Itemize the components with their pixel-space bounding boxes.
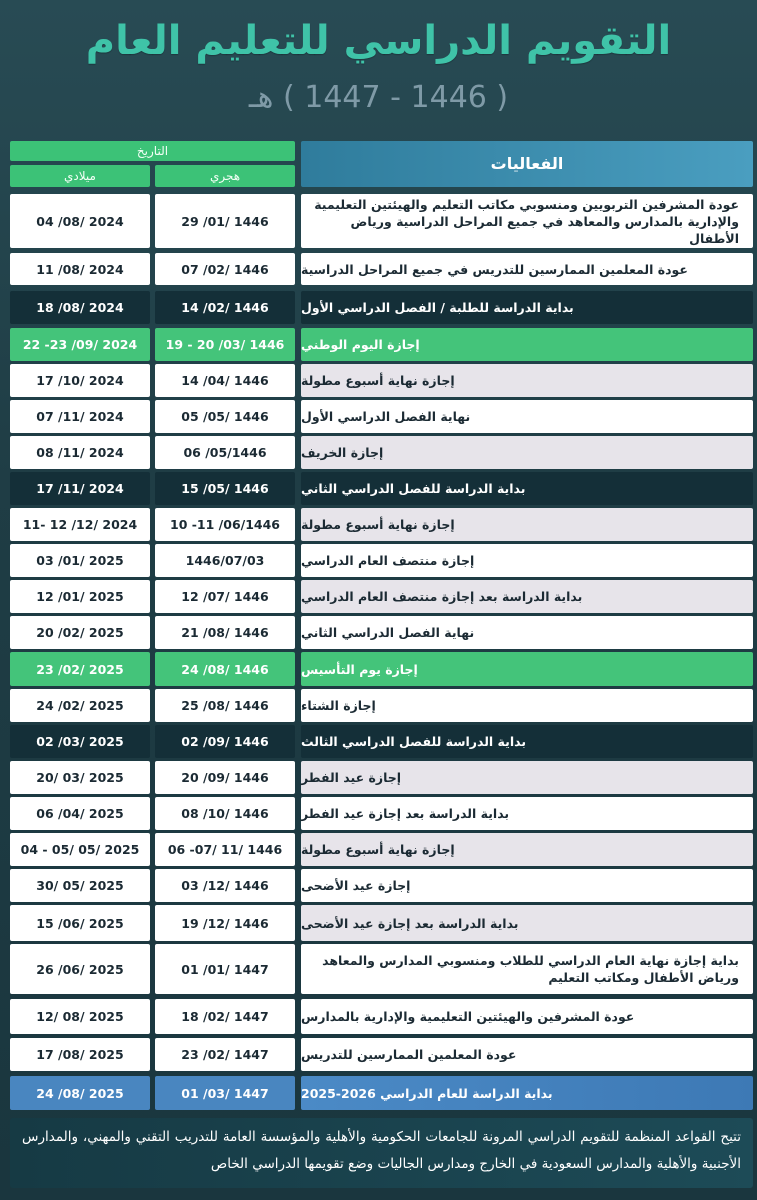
header-date: التاريخ [10,141,295,161]
gregorian-date: 26 /06/ 2025 [10,944,150,994]
table-row [10,544,753,577]
gregorian-date: 06 /04/ 2025 [10,797,150,830]
hijri-date: 03 /12/ 1446 [155,869,295,902]
table-row [10,400,753,433]
table-row [10,291,753,324]
gregorian-date: 18 /08/ 2024 [10,291,150,324]
event-name: بداية الدراسة بعد إجازة عيد الفطر [301,797,753,830]
event-name: إجازة الشتاء [301,689,753,722]
event-name: بداية الدراسة للطلبة / الفصل الدراسي الأول [301,291,753,324]
hijri-date: 01 /01/ 1447 [155,944,295,994]
event-name: عودة المعلمين الممارسين للتدريس في جميع المراحل الدراسية [301,253,753,285]
table-row [10,1076,753,1110]
event-name: إجازة الخريف [301,436,753,469]
hijri-date: 06 -07/ 11/ 1446 [155,833,295,866]
hijri-date: 1446/07/03 [155,544,295,577]
table-row [10,905,753,941]
event-name: عودة المعلمين الممارسين للتدريس [301,1038,753,1071]
gregorian-date: 07 /11/ 2024 [10,400,150,433]
gregorian-date: 11- 12 /12/ 2024 [10,508,150,541]
event-text: عودة المشرفين التربويين ومنسوبي مكاتب التعليم والهيئتين التعليمية والإدارية بالمدارس والمعاهد في جميع المراحل الدراسية ورياض الأطفال [314,196,739,246]
hijri-date: 15 /05/ 1446 [155,472,295,505]
event-name: بداية الدراسة بعد إجازة عيد الأضحى [301,905,753,941]
gregorian-date: 02 /03/ 2025 [10,725,150,758]
table-row [10,689,753,722]
table-row [10,1038,753,1071]
footer-note: تتيح القواعد المنظمة للتقويم الدراسي المرونة للجامعات الحكومية والأهلية والمؤسسة العامة للتدريب التقني والمهني، والمدارس الأجنبية والأهلية والمدارس السعودية في الخارج ومدارس الجاليات وضع تقويمها الدراسي الخاص [10,1118,753,1188]
event-name: إجازة نهاية أسبوع مطولة [301,508,753,541]
table-row [10,328,753,361]
hijri-date: 21 /08/ 1446 [155,616,295,649]
table-row [10,253,753,285]
table-row [10,436,753,469]
hijri-date: 14 /02/ 1446 [155,291,295,324]
table-row [10,472,753,505]
gregorian-date: 04 - 05/ 05/ 2025 [10,833,150,866]
hijri-date: 19 /12/ 1446 [155,905,295,941]
gregorian-date: 24 /02/ 2025 [10,689,150,722]
gregorian-date: 08 /11/ 2024 [10,436,150,469]
event-name: إجازة يوم التأسيس [301,652,753,686]
gregorian-date: 20 /02/ 2025 [10,616,150,649]
hijri-date: 25 /08/ 1446 [155,689,295,722]
hijri-date: 02 /09/ 1446 [155,725,295,758]
gregorian-date: 17 /10/ 2024 [10,364,150,397]
table-row [10,508,753,541]
hijri-date: 20 /09/ 1446 [155,761,295,794]
header-events: الفعاليات [301,141,753,187]
event-name: نهاية الفصل الدراسي الثاني [301,616,753,649]
table-row [10,999,753,1034]
gregorian-date: 12/ 08/ 2025 [10,999,150,1034]
event-name: نهاية الفصل الدراسي الأول [301,400,753,433]
event-name: إجازة عيد الأضحى [301,869,753,902]
hijri-date: 12 /07/ 1446 [155,580,295,613]
event-name: إجازة اليوم الوطني [301,328,753,361]
hijri-date: 23 /02/ 1447 [155,1038,295,1071]
gregorian-date: 04 /08/ 2024 [10,194,150,248]
table-row [10,797,753,830]
gregorian-date: 17 /11/ 2024 [10,472,150,505]
gregorian-date: 15 /06/ 2025 [10,905,150,941]
gregorian-date: 17 /08/ 2025 [10,1038,150,1071]
table-row [10,580,753,613]
hijri-date: 29 /01/ 1446 [155,194,295,248]
gregorian-date: 22 -23 /09/ 2024 [10,328,150,361]
gregorian-date: 20/ 03/ 2025 [10,761,150,794]
table-row [10,944,753,994]
table-row [10,761,753,794]
table-row [10,364,753,397]
event-name: إجازة نهاية أسبوع مطولة [301,833,753,866]
event-name [301,194,753,248]
gregorian-date: 11 /08/ 2024 [10,253,150,285]
hijri-date: 01 /03/ 1447 [155,1076,295,1110]
table-row [10,869,753,902]
hijri-date: 07 /02/ 1446 [155,253,295,285]
gregorian-date: 24 /08/ 2025 [10,1076,150,1110]
event-name: إجازة منتصف العام الدراسي [301,544,753,577]
hijri-date: 05 /05/ 1446 [155,400,295,433]
event-text: بداية إجازة نهاية العام الدراسي للطلاب ومنسوبي المدارس والمعاهد ورياض الأطفال ومكاتب التعليم [322,953,739,985]
hijri-date: 10 -11 /06/1446 [155,508,295,541]
event-name: إجازة نهاية أسبوع مطولة [301,364,753,397]
event-name: إجازة عيد الفطر [301,761,753,794]
page-title: التقويم الدراسي للتعليم العام [85,18,672,64]
table-row [10,833,753,866]
table-row [10,616,753,649]
header-hijri: هجري [155,165,295,187]
gregorian-date: 12 /01/ 2025 [10,580,150,613]
gregorian-date: 03 /01/ 2025 [10,544,150,577]
event-name: بداية الدراسة للعام الدراسي 2026-2025 [301,1076,753,1110]
hijri-date: 08 /10/ 1446 [155,797,295,830]
hijri-date: 14 /04/ 1446 [155,364,295,397]
page-subtitle: ( 1446 - 1447 ) هـ [248,80,509,115]
event-name: بداية الدراسة بعد إجازة منتصف العام الدراسي [301,580,753,613]
hijri-date: 24 /08/ 1446 [155,652,295,686]
event-name: عودة المشرفين والهيئتين التعليمية والإدارية بالمدارس [301,999,753,1034]
gregorian-date: 30/ 05/ 2025 [10,869,150,902]
event-name: بداية الدراسة للفصل الدراسي الثالث [301,725,753,758]
event-name: بداية الدراسة للفصل الدراسي الثاني [301,472,753,505]
table-row [10,652,753,686]
table-row [10,194,753,248]
header-gregorian: ميلادي [10,165,150,187]
table-row [10,725,753,758]
hijri-date: 19 - 20 /03/ 1446 [155,328,295,361]
hijri-date: 06 /05/1446 [155,436,295,469]
gregorian-date: 23 /02/ 2025 [10,652,150,686]
hijri-date: 18 /02/ 1447 [155,999,295,1034]
event-name [301,944,753,994]
